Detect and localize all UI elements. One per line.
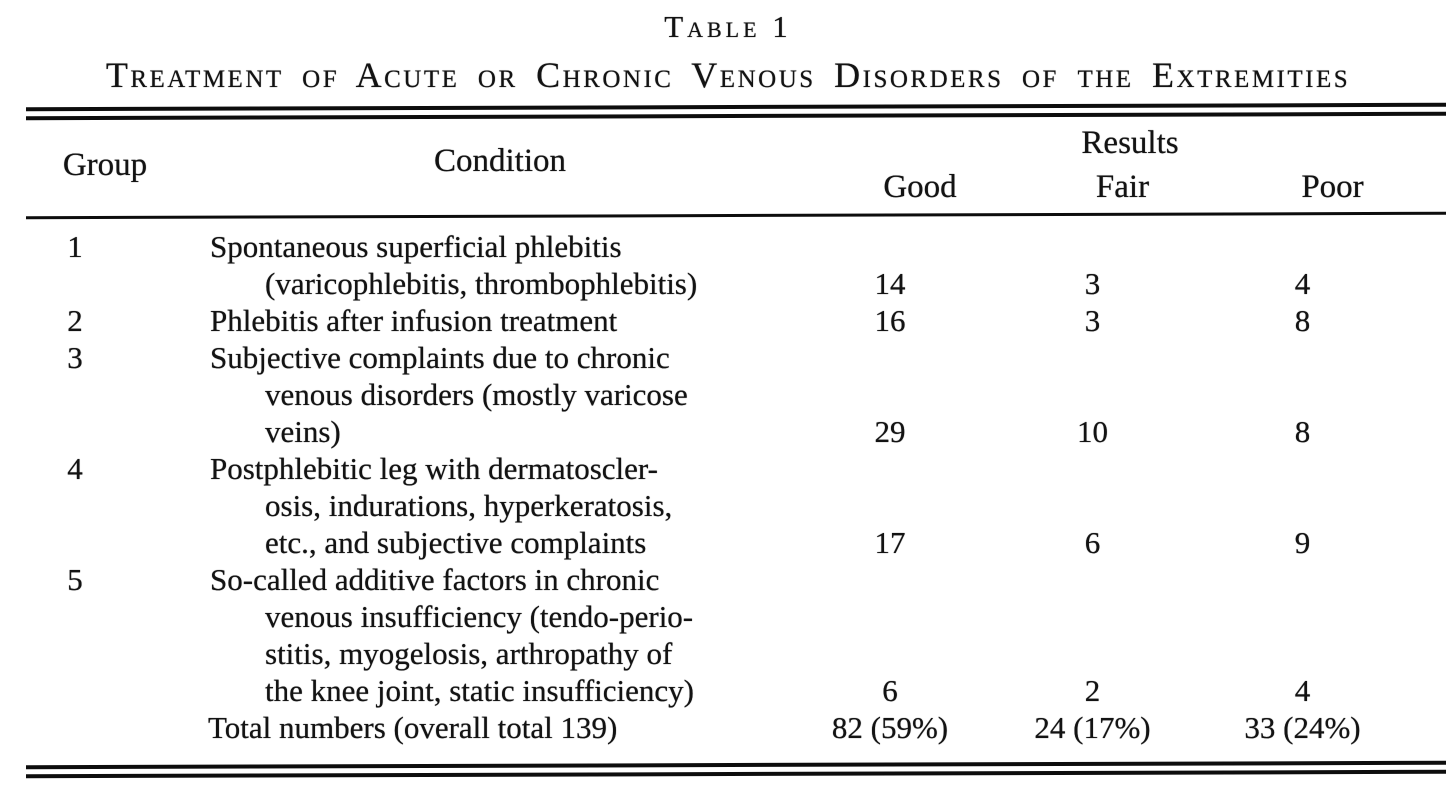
group-number: 5 [67, 562, 83, 597]
condition-cell [150, 228, 790, 302]
fair-value: 10 [1077, 414, 1108, 449]
group-number: 4 [67, 451, 83, 486]
good-value: 14 [874, 266, 906, 301]
top-double-rule [0, 105, 1456, 118]
condition-line: osis, indurations, hyperkeratosis, [265, 488, 673, 523]
total-good-value: 82 (59%) [831, 710, 949, 745]
poor-value: 8 [1294, 303, 1311, 338]
total-row [0, 709, 1456, 746]
table-body [0, 217, 1456, 746]
condition-line: (varicophlebitis, thrombophlebitis) [265, 266, 698, 301]
table-row [0, 228, 1456, 302]
column-header-group: Group [62, 147, 148, 183]
condition-line: Subjective complaints due to chronic [210, 340, 670, 375]
table-subtitle: Treatment of Acute or Chronic Venous Disorders of the Extremities [105, 55, 1351, 95]
poor-value: 4 [1294, 673, 1311, 708]
group-number: 3 [67, 340, 83, 375]
column-header-condition: Condition [433, 143, 567, 179]
fair-value: 6 [1084, 525, 1101, 560]
condition-cell [150, 561, 790, 709]
table-row [0, 561, 1456, 709]
table-row [0, 339, 1456, 450]
condition-line: Phlebitis after infusion treatment [210, 303, 618, 338]
condition-line: stitis, myogelosis, arthropathy of [265, 636, 673, 671]
total-fair-value: 24 (17%) [1034, 710, 1151, 745]
table-row [0, 302, 1456, 339]
column-header-fair: Fair [1095, 169, 1150, 205]
group-number: 1 [67, 229, 83, 264]
good-value: 6 [882, 673, 898, 708]
condition-line: venous disorders (mostly varicose [265, 377, 688, 412]
good-value: 17 [874, 525, 906, 560]
poor-value: 4 [1294, 266, 1311, 301]
good-value: 29 [874, 414, 906, 449]
column-header-results: Results [1081, 125, 1179, 161]
poor-value: 8 [1294, 414, 1311, 449]
condition-line: So-called additive factors in chronic [210, 562, 660, 597]
table-row [0, 450, 1456, 561]
poor-value: 9 [1294, 525, 1311, 560]
condition-line: etc., and subjective complaints [265, 525, 647, 560]
column-header-poor: Poor [1301, 169, 1364, 205]
condition-line: venous insufficiency (tendo-perio- [265, 599, 694, 634]
fair-value: 3 [1084, 266, 1101, 301]
total-label: Total numbers (overall total 139) [208, 710, 618, 745]
results-header-group [820, 118, 1440, 209]
table-title: Table 1 [664, 9, 792, 44]
total-poor-value: 33 (24%) [1244, 710, 1361, 745]
column-header-good: Good [883, 169, 957, 205]
bottom-double-rule [0, 763, 1456, 776]
group-number: 2 [67, 303, 83, 338]
table-header-row [30, 118, 1440, 214]
fair-value: 3 [1084, 303, 1101, 338]
condition-cell [150, 302, 790, 339]
good-value: 16 [874, 303, 906, 338]
fair-value: 2 [1084, 673, 1101, 708]
condition-line: Postphlebitic leg with dermatoscler- [210, 451, 658, 486]
condition-cell [150, 339, 790, 450]
condition-cell [150, 450, 790, 561]
condition-line: Spontaneous superficial phlebitis [210, 229, 622, 264]
condition-line: veins) [265, 414, 341, 449]
condition-line: the knee joint, static insufficiency) [265, 673, 694, 708]
